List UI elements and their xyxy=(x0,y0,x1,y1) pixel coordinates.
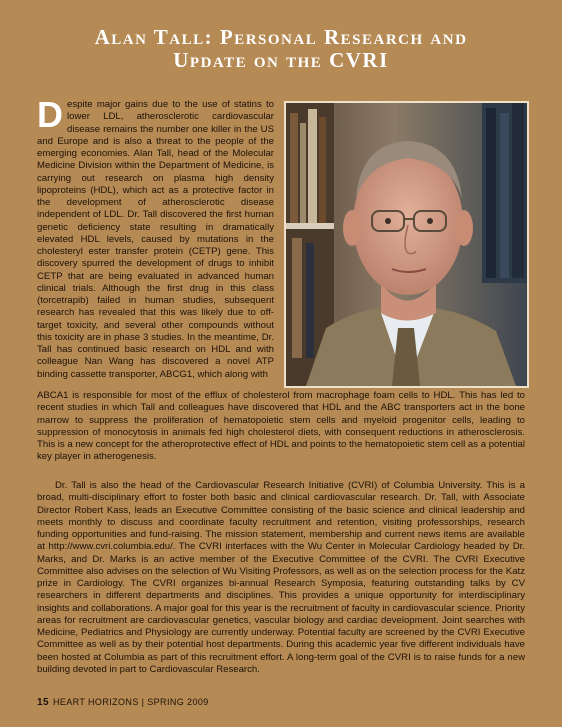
page-footer xyxy=(37,697,209,708)
publication-info: HEART HORIZONS | SPRING 2009 xyxy=(52,697,209,707)
paragraph-1-continued: ABCA1 is responsible for most of the efflux of cholesterol from macrophage foam cells to HDL. This has led to recent studies in which Tall and colleagues have discovered that HDL and the ABC transporters act in the bone marrow to suppress the proliferation of hematopoietic stem cells and myeloid progenitor cells, leading to suppression of monocytosis in animals fed high cholesterol diets, with consequent reductions in atherosclerosis. This is a new concept for the atheroprotective effect of HDL and points to the hematopoietic stem cell as a potential key player in atherogenesis. xyxy=(37,390,525,463)
paragraph-1-part-1: espite major gains due to the use of statins to lower LDL, atherosclerotic cardiovascular disease remains the number one killer in the US and Europe and is also a threat to the people of the emerging economies. Alan Tall, head of the Molecular Medicine Division within the Department of Medicine, is carrying out research on plasma high density lipoproteins (HDL), which act as a protective factor in the development of atherosclerotic disease independent of LDL. Dr. Tall discovered the first human genetic deficiency state resulting in dramatically elevated HDL levels, caused by mutations in the cholesteryl ester transfer protein (CETP) gene. This discovery spurred the development of drugs to inhibit CETP that are being evaluated in advanced human clinical trials. Although the first drug in this class (torcetrapib) failed in human studies, subsequent research has revealed that this was likely due to off-target toxicity, and several other compounds without this toxicity are in phase 3 studies. In the meantime, Dr. Tall has continued basic research on HDL and with colleague Nan Wang has discovered a novel ATP binding cassette transporter, ABCG1, which along with xyxy=(37,99,274,380)
title-line-1: Alan Tall: Personal Research and xyxy=(94,25,468,49)
portrait-photo xyxy=(284,101,529,388)
title-line-2: Update on the CVRI xyxy=(173,48,389,72)
drop-cap: D xyxy=(37,94,63,135)
portrait-illustration xyxy=(286,103,527,386)
page-number: 15 xyxy=(37,697,49,708)
article-title xyxy=(0,26,562,72)
article-column-left xyxy=(37,94,274,381)
paragraph-2: Dr. Tall is also the head of the Cardiovascular Research Initiative (CVRI) of Columbia University. This is a broad, multi-disciplinary effort to foster both basic and clinical cardiovascular research. Dr. Tall, with Associate Director Robert Kass, leads an Executive Committee consisting of the basic science and clinical leadership and meets monthly to discuss and coordinate faculty recruitment and retention, visiting professorships, research funding opportunities and fund-raising. The mission statement, membership and current news items are available at http://www.cvri.columbia.edu/. The CVRI interfaces with the Wu Center in Molecular Cardiology headed by Dr. Marks, and Dr. Marks is an active member of the Executive Committee of the CVRI. The CVRI Executive Committee also advises on the selection of Wu Visiting Professors, as well as on the selection process for the Katz prize in Cardiology. The CVRI organizes bi-annual Research Symposia, featuring outstanding talks by CV researchers in different departments and disciplines. This provides a unique opportunity for interdisciplinary insights and collaborations. A major goal for this year is the recruitment of faculty in cardiovascular science. Priority areas for recruitment are cardiovascular genetics, vascular biology and cardiac development. Joint searches with Medicine, Pediatrics and Physiology are currently underway. Potential faculty are screened by the CVRI Executive Committee as well as by their potential host departments. During this academic year five different individuals have been hosted at Columbia as part of this recruitment effort. A long-term goal of the CVRI is to raise funds for a new building devoted in part to Cardiovascular Research. xyxy=(37,480,525,675)
